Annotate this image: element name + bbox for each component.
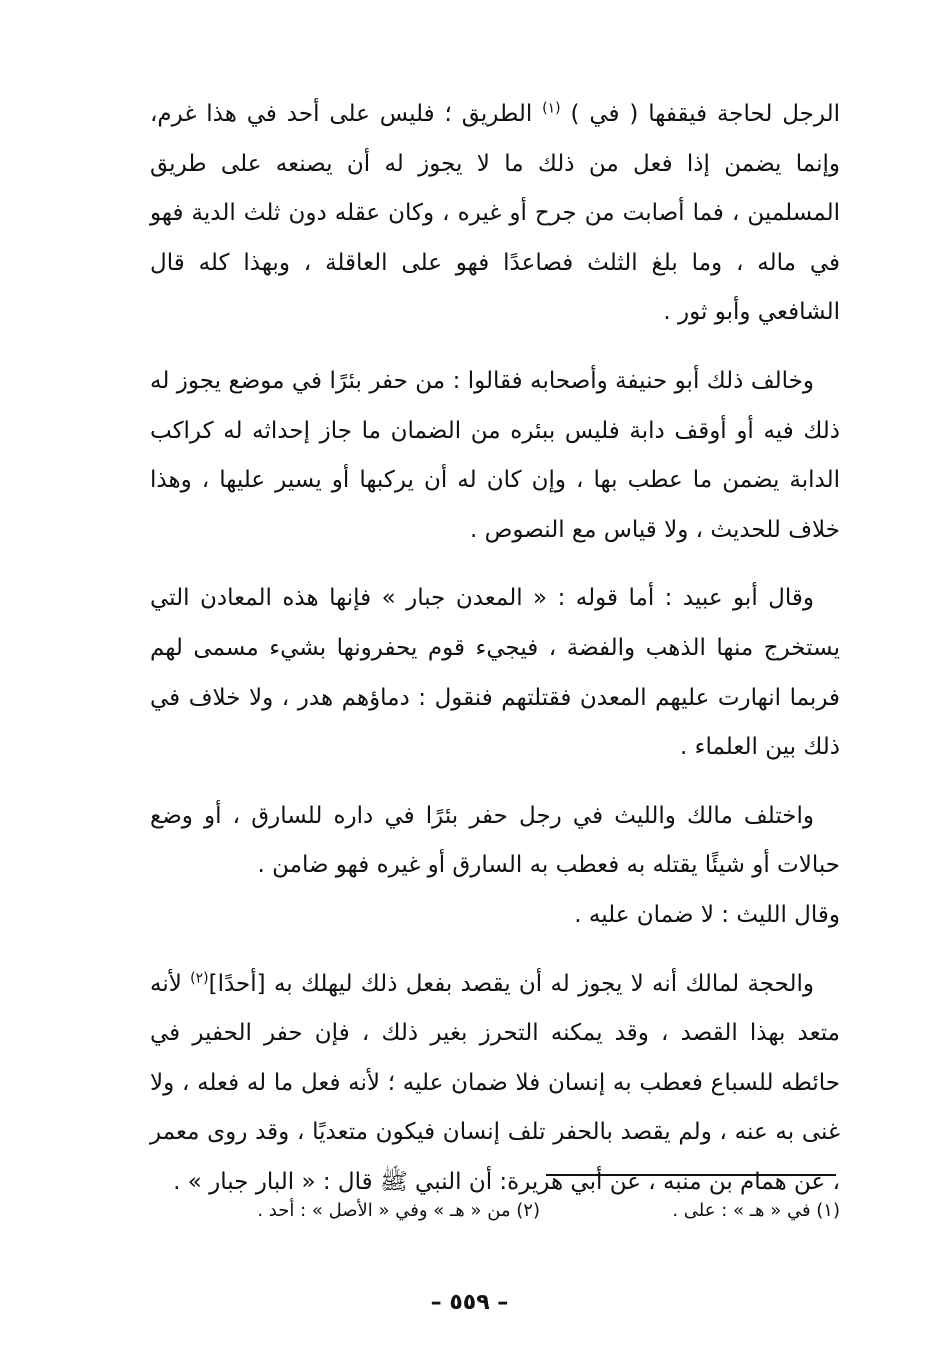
paragraph-5 — [150, 960, 840, 1208]
paragraph-5-rest: لأنه متعد بهذا القصد ، وقد يمكنه التحرز بغير ذلك ، فإن حفر الحفير في حائطه للسباع فعطب به إنسان فلا ضمان عليه ؛ لأنه فعل ما له فعله ، ولا غنى به عنه ، ولم يقصد بالحفر تلف إنسان فيكون متعديًا ، وقد روى معمر ، عن همام بن منبه ، عن أبي هريرة: أن النبي ﷺ قال : « البار جبار » . — [150, 970, 840, 1195]
paragraph-4-second-line: وقال الليث : لا ضمان عليه . — [574, 901, 840, 928]
footnote-1: (١) في « هـ » : على . — [672, 1200, 840, 1221]
paragraph-2: وخالف ذلك أبو حنيفة وأصحابه فقالوا : من حفر بئرًا في موضع يجوز له ذلك فيه أو أوقف دابة فليس ببئره من الضمان ما جاز إحداثه له كراكب الدابة يضمن ما عطب بها ، وإن كان له أن يركبها أو يسير عليها ، وهذا خلاف للحديث ، ولا قياس مع النصوص . — [150, 367, 840, 543]
paragraph-3: وقال أبو عبيد : أما قوله : « المعدن جبار » فإنها هذه المعادن التي يستخرج منها الذهب والفضة ، فيجيء قوم يحفرونها بشيء مسمى لهم فربما انهارت عليهم المعدن فقتلتهم فنقول : دماؤهم هدر ، ولا خلاف في ذلك بين العلماء . — [150, 585, 840, 761]
paragraph-1-start: الرجل لحاجة فيقفها ( في ) — [560, 101, 840, 127]
footnotes — [150, 1196, 840, 1226]
paragraph-4 — [150, 792, 840, 941]
paragraph-1 — [150, 90, 840, 338]
paragraph-4-text: واختلف مالك والليث في رجل حفر بئرًا في داره للسارق ، أو وضع حبالات أو شيئًا يقتله به فعطب به السارق أو غيره فهو ضامن . — [150, 802, 840, 879]
footnote-2: (٢) من « هـ » وفي « الأصل » : أحد . — [257, 1200, 540, 1221]
bracketed-word: [أحدًا] — [208, 970, 266, 997]
main-text — [150, 90, 840, 1226]
footnote-marker-1: (١) — [542, 100, 561, 117]
footnote-marker-2: (٢) — [190, 969, 209, 986]
footnote-separator — [546, 1174, 836, 1176]
paragraph-5-start: والحجة لمالك أنه لا يجوز له أن يقصد بفعل ذلك ليهلك به — [273, 970, 814, 997]
paragraph-1-rest: الطريق ؛ فليس على أحد في هذا غرم، وإنما يضمن إذا فعل من ذلك ما لا يجوز له أن يصنعه على طريق المسلمين ، فما أصابت من جرح أو غيره ، وكان عقله دون ثلث الدية فهو في ماله ، وما بلغ الثلث فصاعدًا فهو على العاقلة ، وبهذا كله قال الشافعي وأبو ثور . — [150, 101, 840, 326]
page-number: – ٥٥٩ – — [430, 1290, 509, 1315]
